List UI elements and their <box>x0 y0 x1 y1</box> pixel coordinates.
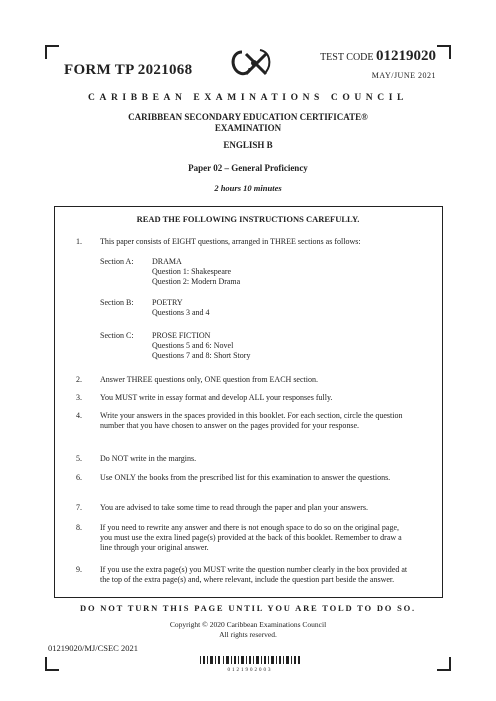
section-label: Section C: <box>100 331 134 340</box>
section-details <box>152 331 250 361</box>
form-code: FORM TP 2021068 <box>64 62 193 78</box>
paper-code: 01219020/MJ/CSEC 2021 <box>48 643 138 653</box>
cxc-logo-icon <box>226 46 274 80</box>
paper-title: Paper 02 – General Proficiency <box>188 163 308 173</box>
section-label: Section B: <box>100 298 134 307</box>
item-text: Answer THREE questions only, ONE question from EACH section. <box>100 375 318 384</box>
subject-title: ENGLISH B <box>223 140 273 150</box>
test-code-value: 01219020 <box>376 48 436 64</box>
item-number: 4. <box>76 411 82 420</box>
corner-mark-bottom-right <box>437 657 451 671</box>
item-text: Use ONLY the books from the prescribed list for this examination to answer the questions. <box>100 473 391 482</box>
section-question: Questions 3 and 4 <box>152 308 210 317</box>
section-question: Question 1: Shakespeare <box>152 267 232 276</box>
item-number: 5. <box>76 454 82 463</box>
item-text: If you use the extra page(s) you MUST write the question number clearly in the box provided at the top of the extra page(s) and, where relevant, include the question part beside the answer. <box>100 565 408 584</box>
do-not-turn-notice: DO NOT TURN THIS PAGE UNTIL YOU ARE TOLD TO DO SO. <box>80 603 416 613</box>
item-text: Write your answers in the spaces provided in this booklet. For each section, circle the question number that you have chosen to answer on the pages provided for your response. <box>100 411 403 430</box>
section-name: PROSE FICTION <box>152 331 211 340</box>
corner-mark-top-right <box>437 45 451 59</box>
section-question: Questions 5 and 6: Novel <box>152 341 234 350</box>
exam-date: MAY/JUNE 2021 <box>371 71 436 80</box>
item-number: 3. <box>76 393 82 402</box>
section-details <box>152 298 210 318</box>
item-number: 2. <box>76 375 82 384</box>
duration: 2 hours 10 minutes <box>214 183 282 193</box>
council-name: CARIBBEAN EXAMINATIONS COUNCIL <box>88 93 408 103</box>
barcode-number: 0121902003 <box>227 668 273 673</box>
item-number: 7. <box>76 503 82 512</box>
section-question: Question 2: Modern Drama <box>152 277 241 286</box>
item-number: 6. <box>76 473 82 482</box>
corner-mark-top-left <box>45 45 59 59</box>
exam-title-line1: CARIBBEAN SECONDARY EDUCATION CERTIFICATE® <box>128 112 368 122</box>
item-number: 8. <box>76 523 82 532</box>
section-details <box>152 257 240 287</box>
item-number: 9. <box>76 565 82 574</box>
instructions-title: READ THE FOLLOWING INSTRUCTIONS CAREFULLY. <box>136 214 360 224</box>
exam-title-line2: EXAMINATION <box>214 122 282 133</box>
section-question: Questions 7 and 8: Short Story <box>152 351 251 360</box>
rights-line: All rights reserved. <box>219 630 277 639</box>
item-text: This paper consists of EIGHT questions, arranged in THREE sections as follows: <box>100 237 361 246</box>
test-code-label: TEST CODE <box>320 52 374 63</box>
copyright-line: Copyright © 2020 Caribbean Examinations Council <box>169 620 327 629</box>
test-code <box>320 48 436 65</box>
item-text: You are advised to take some time to read through the paper and plan your answers. <box>100 503 369 512</box>
exam-title <box>0 112 496 133</box>
corner-mark-bottom-left <box>45 657 59 671</box>
item-text: Do NOT write in the margins. <box>100 454 197 463</box>
section-name: DRAMA <box>152 257 182 266</box>
copyright <box>0 620 496 640</box>
section-label: Section A: <box>100 257 134 266</box>
item-text: If you need to rewrite any answer and there is not enough space to do so on the original page, you must use the extra lined page(s) provided at the back of this booklet. Remember to draw a line through your original answer. <box>100 523 402 552</box>
barcode-icon <box>200 656 300 664</box>
item-number: 1. <box>76 237 82 246</box>
section-name: POETRY <box>152 298 183 307</box>
item-text: You MUST write in essay format and develop ALL your responses fully. <box>100 393 333 402</box>
